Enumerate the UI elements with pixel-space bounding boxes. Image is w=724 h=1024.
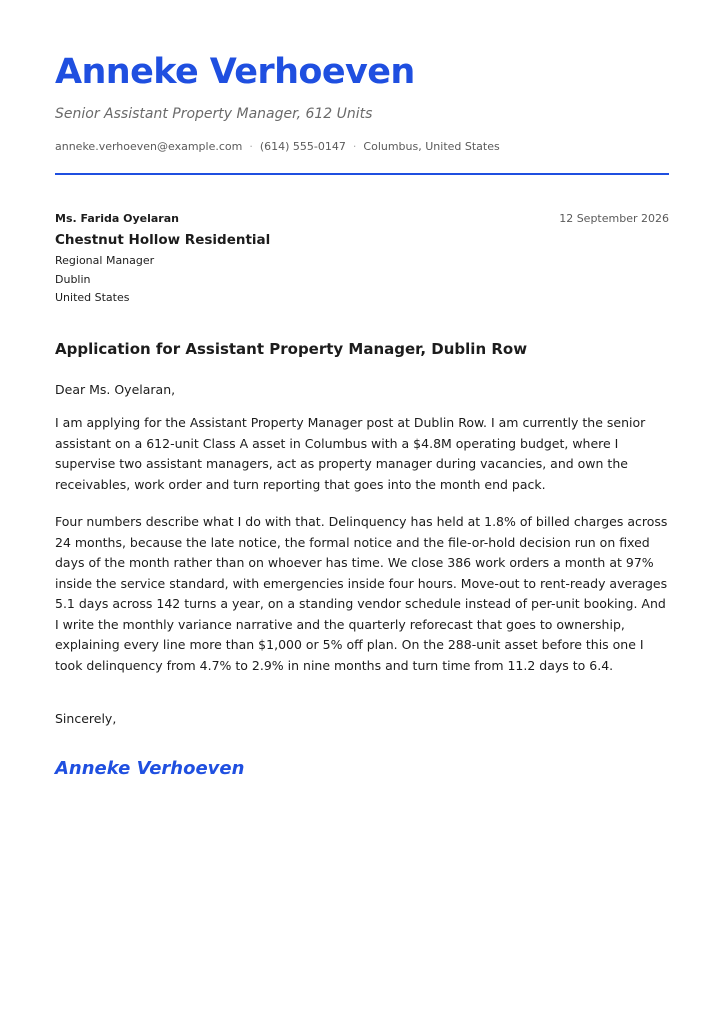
header-divider: [55, 173, 669, 175]
recipient-name: Ms. Farida Oyelaran: [55, 212, 179, 225]
contact-phone[interactable]: (614) 555-0147: [259, 140, 346, 153]
applicant-headline: Senior Assistant Property Manager, 612 Units: [55, 106, 373, 122]
salutation: Dear Ms. Oyelaran,: [55, 382, 176, 397]
recipient-country: United States: [55, 291, 130, 304]
signature: Anneke Verhoeven: [55, 758, 245, 779]
contact-email[interactable]: anneke.verhoeven@example.com: [55, 140, 243, 153]
letter-date: 12 September 2026: [559, 212, 669, 225]
contact-separator: ·: [352, 140, 357, 153]
applicant-name: Anneke Verhoeven: [55, 52, 415, 92]
closing: Sincerely,: [55, 711, 117, 726]
contact-location: Columbus, United States: [363, 140, 500, 153]
recipient-company: Chestnut Hollow Residential: [55, 232, 271, 248]
body-paragraph-2: Four numbers describe what I do with that. Delinquency has held at 1.8% of billed charges across 24 months, because the late notice, the formal notice and the file-or-hold decision run on fixed days of the month rather than on whoever has time. We close 386 work orders a month at 97% inside the service standard, with emergencies inside four hours. Move-out to rent-ready averages 5.1 days across 142 turns a year, on a standing vendor schedule instead of per-unit booking. And I write the monthly variance narrative and the quarterly reforecast that goes to ownership, explaining every line more than $1,000 or 5% off plan. On the 288-unit asset before this one I took delinquency from 4.7% to 2.9% in nine months and turn time from 11.2 days to 6.4.: [55, 514, 668, 673]
body-paragraph-1: I am applying for the Assistant Property Manager post at Dublin Row. I am currently the senior assistant on a 612-unit Class A asset in Columbus with a $4.8M operating budget, where I supervise two assistant managers, act as property manager during vacancies, and own the receivables, work order and turn reporting that goes into the month end pack.: [55, 415, 646, 492]
recipient-title: Regional Manager: [55, 254, 155, 267]
letter-subject: Application for Assistant Property Manager, Dublin Row: [55, 340, 528, 358]
contact-separator: ·: [249, 140, 253, 153]
contact-line: [55, 140, 500, 153]
recipient-city: Dublin: [55, 273, 91, 286]
